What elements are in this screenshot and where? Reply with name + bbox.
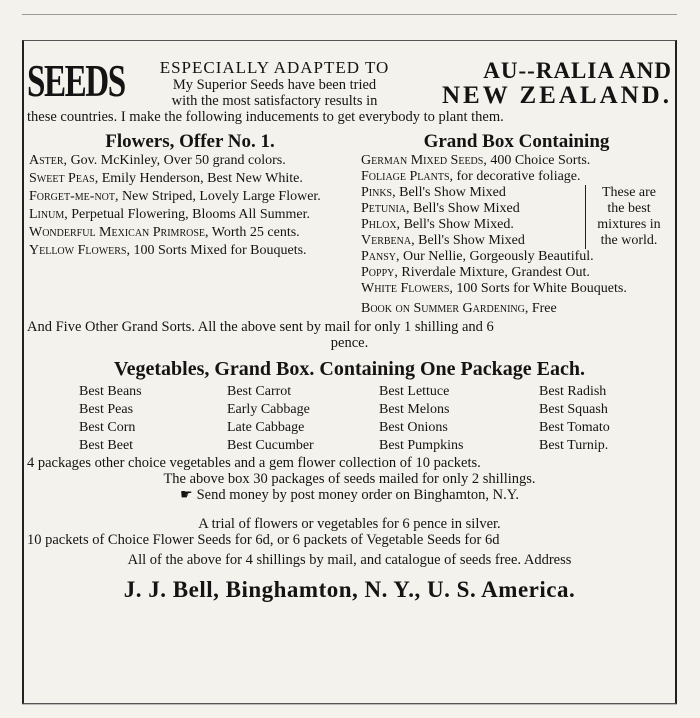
send-line: ☛ Send money by post money order on Binghamton, N.Y. <box>180 487 519 503</box>
vegetable-item: Best Cucumber <box>227 438 314 453</box>
note-line: mixtures in <box>597 217 661 232</box>
mixtures-note <box>585 185 664 249</box>
flowers-heading: Flowers, Offer No. 1. <box>105 131 275 152</box>
vegetable-item: Late Cabbage <box>227 420 305 435</box>
grandbox-item: White Flowers, 100 Sorts for White Bouquets. <box>361 281 627 296</box>
grandbox-item: Verbena, Bell's Show Mixed <box>361 233 525 248</box>
bottom-rule <box>22 704 677 705</box>
vegetable-item: Early Cabbage <box>227 402 310 417</box>
ad-header <box>27 55 672 109</box>
new-zealand-title: NEW ZEALAND. <box>441 82 672 109</box>
flower-item: Yellow Flowers, 100 Sorts Mixed for Bouquets. <box>29 243 307 258</box>
vegetable-item: Best Beet <box>79 438 134 453</box>
flower-item: Wonderful Mexican Primrose, Worth 25 cents. <box>29 225 300 240</box>
pointing-hand-icon: ☛ <box>180 488 193 503</box>
inducements-line: these countries. I make the following inducements to get everybody to plant them. <box>27 109 504 125</box>
note-line: the world. <box>600 233 658 248</box>
packets-line: 10 packets of Choice Flower Seeds for 6d, or 6 packets of Vegetable Seeds for 6d <box>27 532 500 548</box>
vegetable-item: Best Corn <box>79 420 136 435</box>
flower-item: Aster, Gov. McKinley, Over 50 grand colors. <box>29 153 286 168</box>
advertisement <box>22 40 677 704</box>
vegetables-heading: Vegetables, Grand Box. Containing One Package Each. <box>114 358 585 380</box>
mixtures-bracket <box>361 185 672 249</box>
grandbox-item: Phlox, Bell's Show Mixed. <box>361 217 514 232</box>
grandbox-item: Pansy, Our Nellie, Gorgeously Beautiful. <box>361 249 594 264</box>
vegetable-item: Best Peas <box>79 402 134 417</box>
vegetable-item: Best Pumpkins <box>379 438 464 453</box>
vegetable-item: Best Melons <box>379 402 450 417</box>
flower-item: Linum, Perpetual Flowering, Blooms All Summer. <box>29 207 310 222</box>
top-rule <box>22 14 677 15</box>
offer-columns <box>27 131 672 317</box>
grandbox-item: Book on Summer Gardening, Free <box>361 301 557 316</box>
seeds-title: SEEDS <box>27 55 125 106</box>
header-middle <box>127 59 422 109</box>
box-line: The above box 30 packages of seeds mailed for only 2 shillings. <box>163 471 536 487</box>
vegetable-item: Best Lettuce <box>379 384 450 399</box>
mixtures-list <box>361 185 581 249</box>
trial-line: A trial of flowers or vegetables for 6 pence in silver. <box>198 516 501 532</box>
tried-line-2: with the most satisfactory results in <box>171 93 378 109</box>
pence-line: pence. <box>330 335 369 351</box>
flowers-column <box>27 131 351 317</box>
vegetable-item: Best Beans <box>79 384 142 399</box>
grandbox-item: Petunia, Bell's Show Mixed <box>361 201 520 216</box>
vegetable-item: Best Onions <box>379 420 448 435</box>
grandbox-item: German Mixed Seeds, 400 Choice Sorts. <box>361 153 591 168</box>
packages-line: 4 packages other choice vegetables and a gem flower collection of 10 packets. <box>27 455 481 471</box>
vegetable-item: Best Carrot <box>227 384 292 399</box>
header-right <box>422 59 672 109</box>
grandbox-item: Foliage Plants, for decorative foliage. <box>361 169 581 184</box>
address-footer: J. J. Bell, Binghamton, N. Y., U. S. America. <box>123 577 576 602</box>
all-line: All of the above for 4 shillings by mail, and catalogue of seeds free. Address <box>127 552 572 568</box>
vegetables-grid <box>27 383 672 455</box>
grandbox-heading: Grand Box Containing <box>423 131 610 152</box>
note-line: These are <box>601 185 657 200</box>
especially-adapted: ESPECIALLY ADAPTED TO <box>159 58 390 77</box>
note-line: the best <box>607 201 651 216</box>
vegetable-item: Best Squash <box>539 402 608 417</box>
tried-line-1: My Superior Seeds have been tried <box>172 77 377 93</box>
grandbox-item: Pinks, Bell's Show Mixed <box>361 185 506 200</box>
vegetable-item: Best Turnip. <box>539 438 609 453</box>
australia-title: AU--RALIA AND <box>483 58 672 83</box>
five-other-line: And Five Other Grand Sorts. All the above sent by mail for only 1 shilling and 6 <box>27 319 494 335</box>
flower-item: Sweet Peas, Emily Henderson, Best New White. <box>29 171 303 186</box>
vegetable-item: Best Tomato <box>539 420 610 435</box>
vegetable-item: Best Radish <box>539 384 607 399</box>
grandbox-column <box>351 131 672 317</box>
flower-item: Forget-me-not, New Striped, Lovely Large Flower. <box>29 189 321 204</box>
grandbox-item: Poppy, Riverdale Mixture, Grandest Out. <box>361 265 590 280</box>
